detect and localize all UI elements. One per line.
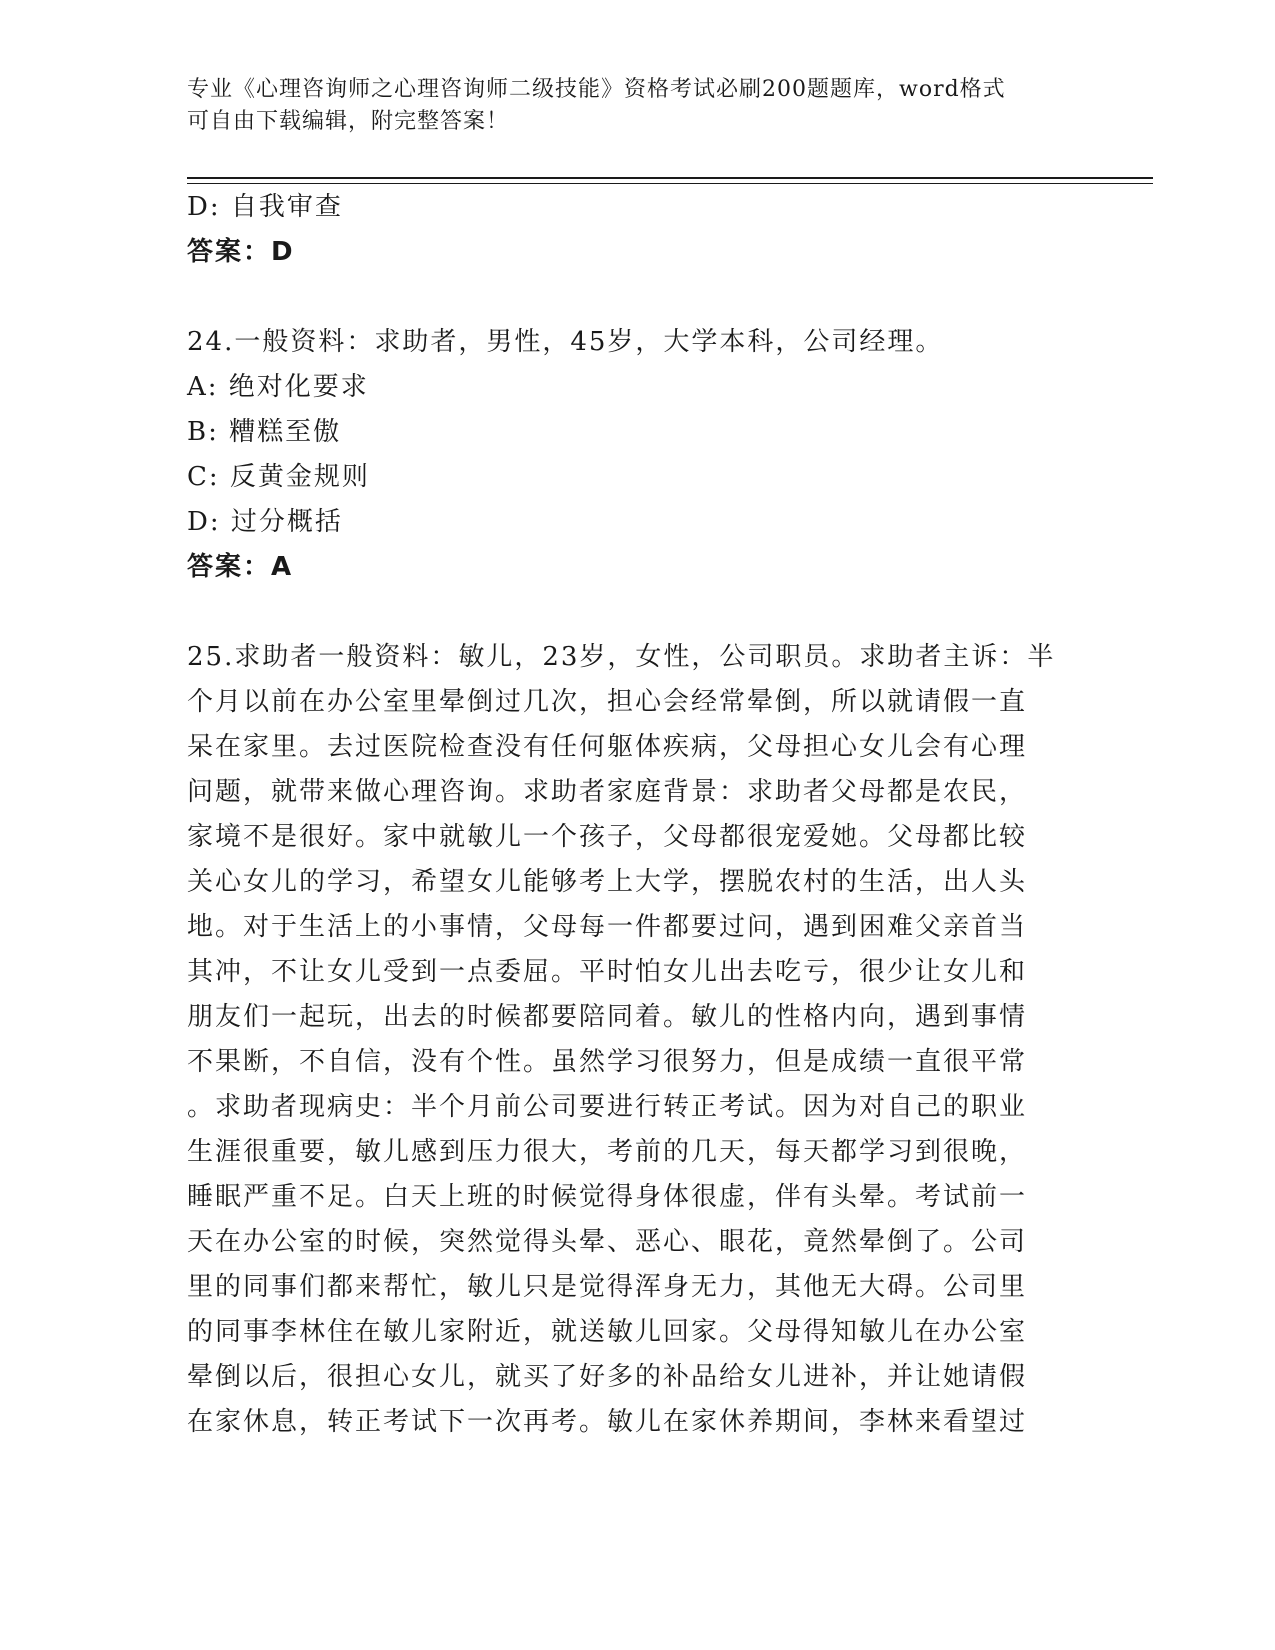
stem-line: 家境不是很好。家中就敏儿一个孩子，父母都很宠爱她。父母都比较 bbox=[187, 822, 1028, 852]
question-24 bbox=[187, 320, 1087, 590]
answer-label: 答案：D bbox=[187, 237, 295, 267]
option-c: C: 反黄金规则 bbox=[187, 462, 370, 492]
stem-line: 呆在家里。去过医院检查没有任何躯体疾病，父母担心女儿会有心理 bbox=[187, 732, 1028, 762]
spacer bbox=[187, 590, 1087, 635]
option-d: D: 自我审查 bbox=[187, 192, 343, 222]
stem-line: 个月以前在办公室里晕倒过几次，担心会经常晕倒，所以就请假一直 bbox=[187, 687, 1028, 717]
stem-line: 问题，就带来做心理咨询。求助者家庭背景：求助者父母都是农民， bbox=[187, 777, 1028, 807]
document-body bbox=[187, 185, 1087, 1445]
option-a: A: 绝对化要求 bbox=[187, 372, 369, 402]
spacer bbox=[187, 275, 1087, 320]
answer-label: 答案：A bbox=[187, 552, 294, 582]
question-stem: 24.一般资料：求助者，男性，45岁，大学本科，公司经理。 bbox=[187, 327, 944, 357]
previous-question bbox=[187, 185, 1087, 275]
stem-line: 25.求助者一般资料：敏儿，23岁，女性，公司职员。求助者主诉：半 bbox=[187, 642, 1056, 672]
header-line-1: 专业《心理咨询师之心理咨询师二级技能》资格考试必刷200题题库，word格式 bbox=[187, 77, 1006, 102]
stem-line: 在家休息，转正考试下一次再考。敏儿在家休养期间，李林来看望过 bbox=[187, 1407, 1028, 1437]
stem-line: 晕倒以后，很担心女儿，就买了好多的补品给女儿进补，并让她请假 bbox=[187, 1362, 1028, 1392]
header-divider-thin bbox=[187, 183, 1153, 184]
stem-line: 其冲，不让女儿受到一点委屈。平时怕女儿出去吃亏，很少让女儿和 bbox=[187, 957, 1028, 987]
stem-line: 关心女儿的学习，希望女儿能够考上大学，摆脱农村的生活，出人头 bbox=[187, 867, 1028, 897]
stem-line: 的同事李林住在敏儿家附近，就送敏儿回家。父母得知敏儿在办公室 bbox=[187, 1317, 1028, 1347]
option-d: D: 过分概括 bbox=[187, 507, 343, 537]
header-line-2: 可自由下载编辑，附完整答案！ bbox=[187, 109, 510, 134]
document-header bbox=[187, 74, 1067, 138]
stem-line: 地。对于生活上的小事情，父母每一件都要过问，遇到困难父亲首当 bbox=[187, 912, 1028, 942]
stem-line: 不果断，不自信，没有个性。虽然学习很努力，但是成绩一直很平常 bbox=[187, 1047, 1028, 1077]
stem-line: 。求助者现病史：半个月前公司要进行转正考试。因为对自己的职业 bbox=[187, 1092, 1028, 1122]
stem-line: 里的同事们都来帮忙，敏儿只是觉得浑身无力，其他无大碍。公司里 bbox=[187, 1272, 1028, 1302]
stem-line: 天在办公室的时候，突然觉得头晕、恶心、眼花，竟然晕倒了。公司 bbox=[187, 1227, 1028, 1257]
header-divider-thick bbox=[187, 177, 1153, 179]
stem-line: 朋友们一起玩，出去的时候都要陪同着。敏儿的性格内向，遇到事情 bbox=[187, 1002, 1028, 1032]
stem-line: 生涯很重要，敏儿感到压力很大，考前的几天，每天都学习到很晚， bbox=[187, 1137, 1028, 1167]
stem-line: 睡眠严重不足。白天上班的时候觉得身体很虚，伴有头晕。考试前一 bbox=[187, 1182, 1028, 1212]
option-b: B: 糟糕至傲 bbox=[187, 417, 342, 447]
question-25 bbox=[187, 635, 1087, 1445]
